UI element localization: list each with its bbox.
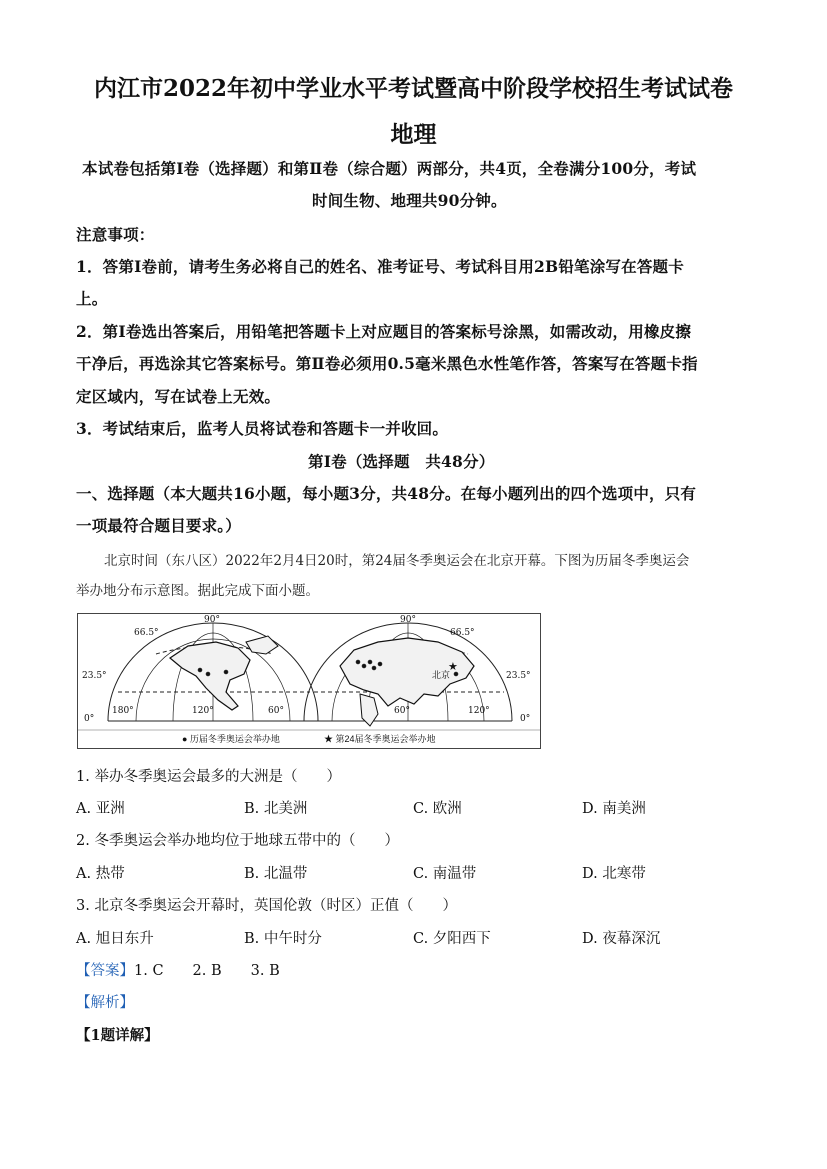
right-label-120: 120° <box>468 706 490 716</box>
passage-line-1: 北京时间（东八区）2022年2月4日20时，第24届冬季奥运会在北京开幕。下图为历届冬季奥运会 <box>104 553 690 569</box>
question-2-option-c: C. 南温带 <box>413 866 477 882</box>
question-1-option-c: C. 欧洲 <box>413 801 462 817</box>
question-3-stem: 3. 北京冬季奥运会开幕时，英国伦敦（时区）正值（ ） <box>76 898 457 914</box>
left-label-90: 90° <box>204 615 220 625</box>
right-label-66: 66.5° <box>450 628 475 638</box>
host-city-dot <box>368 660 372 664</box>
analysis-label: 【解析】 <box>76 995 134 1011</box>
note-line: 定区域内，写在试卷上无效。 <box>76 387 281 406</box>
answer-value: 1. C 2. B 3. B <box>134 963 280 979</box>
answer-line <box>76 959 280 980</box>
intro-line-1: 本试卷包括第Ⅰ卷（选择题）和第Ⅱ卷（综合题）两部分，共4页，全卷满分100分，考试 <box>82 159 697 178</box>
question-2-stem: 2. 冬季奥运会举办地均位于地球五带中的（ ） <box>76 833 399 849</box>
question-1-option-b: B. 北美洲 <box>244 801 308 817</box>
answer-label: 【答案】 <box>76 963 134 979</box>
right-label-90: 90° <box>400 615 416 625</box>
question-2-option-a: A. 热带 <box>76 866 125 882</box>
question-3-option-d: D. 夜幕深沉 <box>582 931 661 947</box>
note-line: 上。 <box>76 289 108 308</box>
section-heading: 第Ⅰ卷（选择题 共48分） <box>308 452 495 471</box>
beijing-star-icon: ★ <box>448 661 458 673</box>
question-1-option-a: A. 亚洲 <box>76 801 125 817</box>
passage-line-2: 举办地分布示意图。据此完成下面小题。 <box>76 583 319 599</box>
question-1-option-d: D. 南美洲 <box>582 801 646 817</box>
host-city-dot <box>224 670 228 674</box>
winter-olympics-map <box>77 613 541 749</box>
left-label-120: 120° <box>192 706 214 716</box>
host-city-dot <box>198 668 202 672</box>
left-label-180: 180° <box>112 706 134 716</box>
left-label-23: 23.5° <box>82 671 107 681</box>
right-label-23: 23.5° <box>506 671 531 681</box>
note-line: 2．第Ⅰ卷选出答案后，用铅笔把答题卡上对应题目的答案标号涂黑，如需改动，用橡皮擦 <box>76 322 692 341</box>
host-city-dot <box>206 672 210 676</box>
question-2-option-b: B. 北温带 <box>244 866 308 882</box>
note-line: 3．考试结束后，监考人员将试卷和答题卡一并收回。 <box>76 419 449 438</box>
host-city-dot <box>378 662 382 666</box>
detail-label: 【1题详解】 <box>76 1027 159 1044</box>
page-title: 内江市2022年初中学业水平考试暨高中阶段学校招生考试试卷 <box>93 75 733 102</box>
right-label-0: 0° <box>520 714 531 724</box>
host-city-dot <box>372 666 376 670</box>
host-city-dot <box>362 664 366 668</box>
left-label-60: 60° <box>268 706 284 716</box>
beijing-label: 北京 <box>432 671 451 681</box>
legend-past-hosts: ● 历届冬季奥运会举办地 <box>182 734 280 744</box>
north-america-shape <box>170 642 250 710</box>
greenland-shape <box>246 636 278 654</box>
legend-24th-host: ★ 第24届冬季奥运会举办地 <box>324 734 436 744</box>
note-line: 干净后，再选涂其它答案标号。第Ⅱ卷必须用0.5毫米黑色水性笔作答，答案写在答题卡指 <box>76 354 698 373</box>
intro-line-2: 时间生物、地理共90分钟。 <box>312 191 507 210</box>
note-line: 1．答第Ⅰ卷前，请考生务必将自己的姓名、准考证号、考试科目用2B铅笔涂写在答题卡 <box>76 257 684 276</box>
left-label-0: 0° <box>84 714 95 724</box>
question-3-option-a: A. 旭日东升 <box>76 931 154 947</box>
question-3-option-c: C. 夕阳西下 <box>413 931 491 947</box>
question-3-option-b: B. 中午时分 <box>244 931 322 947</box>
right-label-60: 60° <box>394 706 410 716</box>
subject-title: 地理 <box>390 121 437 148</box>
question-1-stem: 1. 举办冬季奥运会最多的大洲是（ ） <box>76 769 341 785</box>
question-2-option-d: D. 北寒带 <box>582 866 646 882</box>
section-instruction-2: 一项最符合题目要求。） <box>76 516 241 535</box>
host-city-dot <box>356 660 360 664</box>
notes-heading: 注意事项： <box>76 225 155 244</box>
section-instruction-1: 一、选择题（本大题共16小题，每小题3分，共48分。在每小题列出的四个选项中，只有 <box>76 484 697 503</box>
left-label-66: 66.5° <box>134 628 159 638</box>
